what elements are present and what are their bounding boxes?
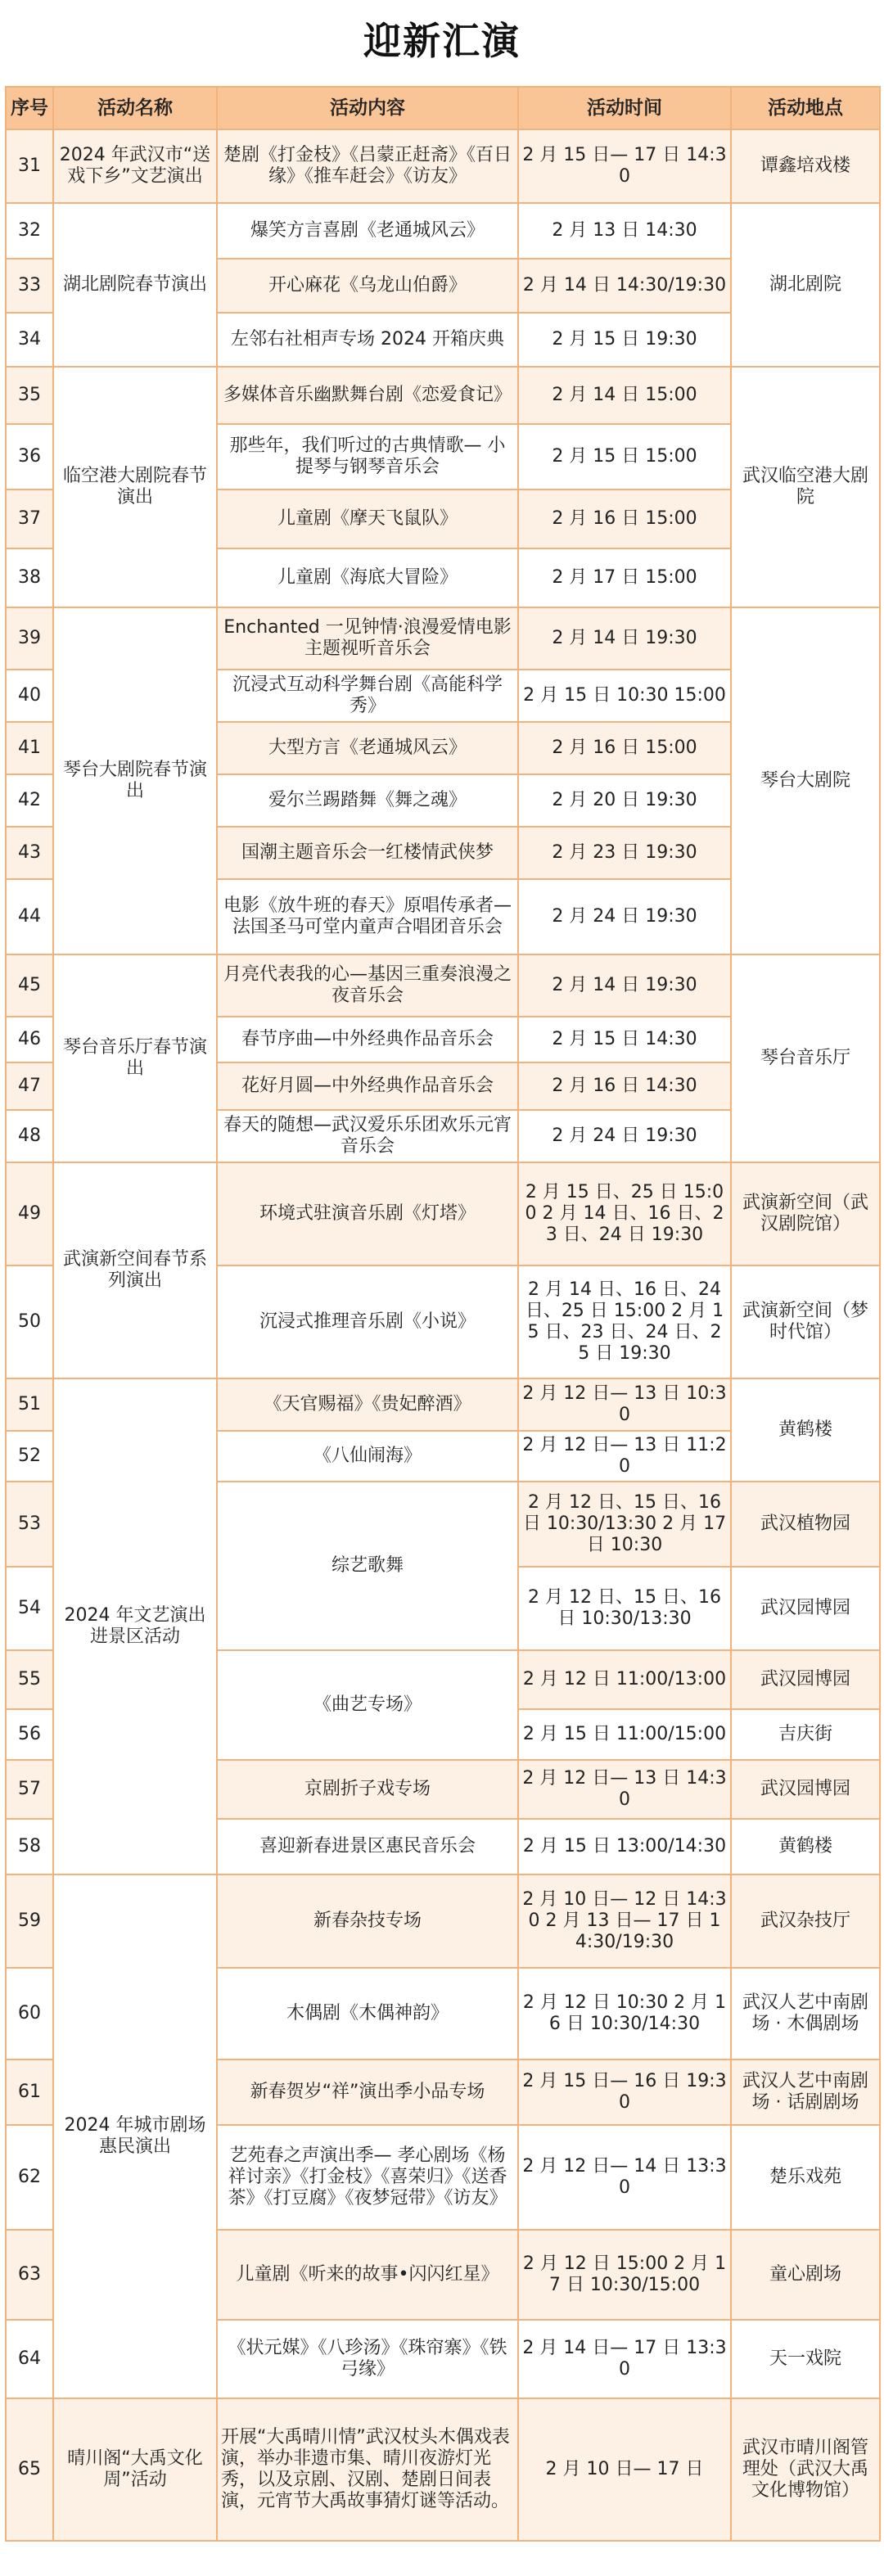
activity-content: 爆笑方言喜剧《老通城风云》	[217, 203, 518, 259]
table-row	[6, 1378, 880, 1431]
activity-venue: 天一戏院	[731, 2320, 880, 2398]
activity-content: 儿童剧《海底大冒险》	[217, 548, 518, 607]
row-number: 57	[6, 1760, 53, 1819]
activity-venue: 黄鹤楼	[731, 1378, 880, 1482]
row-number: 48	[6, 1110, 53, 1162]
activity-time: 2 月 16 日 15:00	[518, 489, 731, 548]
activity-content: 爱尔兰踢踏舞《舞之魂》	[217, 774, 518, 827]
activity-time: 2 月 14 日、16 日、24 日、25 日 15:00 2 月 15 日、23 日、24 日、25 日 19:30	[518, 1265, 731, 1378]
activity-time: 2 月 14 日 15:00	[518, 367, 731, 424]
table-row	[6, 607, 880, 670]
activity-venue: 武演新空间（梦时代馆）	[731, 1265, 880, 1378]
activity-content: 开心麻花《乌龙山伯爵》	[217, 259, 518, 313]
row-number: 32	[6, 203, 53, 259]
activity-venue: 武汉杂技厅	[731, 1874, 880, 1968]
activity-content: 儿童剧《摩天飞鼠队》	[217, 489, 518, 548]
activity-time: 2 月 10 日— 17 日	[518, 2398, 731, 2541]
activity-content: 喜迎新春进景区惠民音乐会	[217, 1819, 518, 1874]
activity-time: 2 月 14 日 14:30/19:30	[518, 259, 731, 313]
row-number: 41	[6, 722, 53, 774]
activity-venue: 武汉园博园	[731, 1650, 880, 1709]
row-number: 61	[6, 2059, 53, 2125]
activity-content: 沉浸式推理音乐剧《小说》	[217, 1265, 518, 1378]
row-number: 50	[6, 1265, 53, 1378]
activity-name: 临空港大剧院春节演出	[53, 367, 217, 607]
activity-time: 2 月 16 日 14:30	[518, 1062, 731, 1110]
activity-venue: 武汉临空港大剧院	[731, 367, 880, 607]
row-number: 36	[6, 424, 53, 489]
activity-content: 国潮主题音乐会一红楼情武侠梦	[217, 827, 518, 879]
activity-time: 2 月 13 日 14:30	[518, 203, 731, 259]
activity-content: 《八仙闹海》	[217, 1431, 518, 1482]
activity-venue: 武汉市晴川阁管理处（武汉大禹文化博物馆）	[731, 2398, 880, 2541]
activity-content: 综艺歌舞	[217, 1482, 518, 1650]
table-row	[6, 954, 880, 1017]
row-number: 64	[6, 2320, 53, 2398]
header-activity-name: 活动名称	[53, 87, 217, 129]
table-row	[6, 203, 880, 259]
activity-time: 2 月 12 日 11:00/13:00	[518, 1650, 731, 1709]
activity-content: 花好月圆—中外经典作品音乐会	[217, 1062, 518, 1110]
activity-content: 那些年，我们听过的古典情歌— 小提琴与钢琴音乐会	[217, 424, 518, 489]
row-number: 62	[6, 2125, 53, 2230]
row-number: 60	[6, 1968, 53, 2059]
activity-venue: 琴台音乐厅	[731, 954, 880, 1162]
row-number: 42	[6, 774, 53, 827]
activity-time: 2 月 23 日 19:30	[518, 827, 731, 879]
activity-time: 2 月 12 日、15 日、16 日 10:30/13:30	[518, 1567, 731, 1650]
activity-content: 《曲艺专场》	[217, 1650, 518, 1760]
activity-time: 2 月 15 日 10:30 15:00	[518, 670, 731, 722]
activity-time: 2 月 15 日 13:00/14:30	[518, 1819, 731, 1874]
activity-name: 晴川阁“大禹文化周”活动	[53, 2398, 217, 2541]
activity-venue: 武汉园博园	[731, 1760, 880, 1819]
activity-content: 木偶剧《木偶神韵》	[217, 1968, 518, 2059]
row-number: 31	[6, 129, 53, 203]
activity-content: 左邻右社相声专场 2024 开箱庆典	[217, 313, 518, 367]
activity-content: 新春贺岁“祥”演出季小品专场	[217, 2059, 518, 2125]
row-number: 43	[6, 827, 53, 879]
activity-venue: 武汉人艺中南剧场 · 话剧剧场	[731, 2059, 880, 2125]
page-title: 迎新汇演	[363, 19, 521, 63]
row-number: 46	[6, 1017, 53, 1062]
row-number: 59	[6, 1874, 53, 1968]
activity-content: 大型方言《老通城风云》	[217, 722, 518, 774]
activity-time: 2 月 14 日 19:30	[518, 607, 731, 670]
row-number: 52	[6, 1431, 53, 1482]
header-activity-venue: 活动地点	[731, 87, 880, 129]
activity-time: 2 月 15 日 14:30	[518, 1017, 731, 1062]
activity-time: 2 月 15 日— 17 日 14:30	[518, 129, 731, 203]
row-number: 39	[6, 607, 53, 670]
row-number: 33	[6, 259, 53, 313]
activity-content: 春节序曲—中外经典作品音乐会	[217, 1017, 518, 1062]
activity-time: 2 月 20 日 19:30	[518, 774, 731, 827]
activity-name: 琴台音乐厅春节演出	[53, 954, 217, 1162]
activity-venue: 武汉植物园	[731, 1482, 880, 1567]
activity-content: 《状元媒》《八珍汤》《珠帘寨》《铁弓缘》	[217, 2320, 518, 2398]
activity-venue: 武汉人艺中南剧场 · 木偶剧场	[731, 1968, 880, 2059]
activity-content: 开展“大禹晴川情”武汉杖头木偶戏表演，举办非遗市集、晴川夜游灯光秀，以及京剧、汉剧、楚剧日间表演，元宵节大禹故事猜灯谜等活动。	[217, 2398, 518, 2541]
activity-time: 2 月 15 日— 16 日 19:30	[518, 2059, 731, 2125]
table-header-row	[6, 87, 880, 129]
activity-venue: 琴台大剧院	[731, 607, 880, 954]
activity-content: 儿童剧《听来的故事•闪闪红星》	[217, 2230, 518, 2320]
activity-time: 2 月 12 日— 13 日 10:30	[518, 1378, 731, 1431]
row-number: 58	[6, 1819, 53, 1874]
header-activity-time: 活动时间	[518, 87, 731, 129]
activity-name: 2024 年文艺演出进景区活动	[53, 1378, 217, 1874]
row-number: 47	[6, 1062, 53, 1110]
activity-time: 2 月 12 日 15:00 2 月 17 日 10:30/15:00	[518, 2230, 731, 2320]
row-number: 35	[6, 367, 53, 424]
activity-venue: 黄鹤楼	[731, 1819, 880, 1874]
activity-venue: 谭鑫培戏楼	[731, 129, 880, 203]
activity-time: 2 月 15 日、25 日 15:00 2 月 14 日、16 日、23 日、24 日 19:30	[518, 1162, 731, 1265]
activity-time: 2 月 14 日— 17 日 13:30	[518, 2320, 731, 2398]
activity-time: 2 月 12 日、15 日、16 日 10:30/13:30 2 月 17 日 10:30	[518, 1482, 731, 1567]
activity-venue: 楚乐戏苑	[731, 2125, 880, 2230]
activity-time: 2 月 12 日— 13 日 14:30	[518, 1760, 731, 1819]
activity-time: 2 月 12 日 10:30 2 月 16 日 10:30/14:30	[518, 1968, 731, 2059]
activity-name: 武演新空间春节系列演出	[53, 1162, 217, 1378]
activity-content: 新春杂技专场	[217, 1874, 518, 1968]
activity-content: 沉浸式互动科学舞台剧《高能科学秀》	[217, 670, 518, 722]
row-number: 55	[6, 1650, 53, 1709]
activity-time: 2 月 16 日 15:00	[518, 722, 731, 774]
activity-content: Enchanted 一见钟情·浪漫爱情电影主题视听音乐会	[217, 607, 518, 670]
row-number: 63	[6, 2230, 53, 2320]
activity-content: 楚剧《打金枝》《吕蒙正赶斋》《百日缘》《推车赶会》《访友》	[217, 129, 518, 203]
table-row	[6, 1874, 880, 1968]
activity-venue: 吉庆街	[731, 1709, 880, 1760]
activity-time: 2 月 15 日 15:00	[518, 424, 731, 489]
header-number: 序号	[6, 87, 53, 129]
row-number: 51	[6, 1378, 53, 1431]
activity-time: 2 月 15 日 19:30	[518, 313, 731, 367]
activity-venue: 湖北剧院	[731, 203, 880, 367]
activity-time: 2 月 14 日 19:30	[518, 954, 731, 1017]
activity-content: 艺苑春之声演出季— 孝心剧场《杨祥讨亲》《打金枝》《喜荣归》《送香茶》《打豆腐》《夜梦冠带》《访友》	[217, 2125, 518, 2230]
row-number: 38	[6, 548, 53, 607]
header-activity-content: 活动内容	[217, 87, 518, 129]
row-number: 54	[6, 1567, 53, 1650]
activity-content: 多媒体音乐幽默舞台剧《恋爱食记》	[217, 367, 518, 424]
activity-time: 2 月 10 日— 12 日 14:30 2 月 13 日— 17 日 14:30/19:30	[518, 1874, 731, 1968]
row-number: 37	[6, 489, 53, 548]
row-number: 49	[6, 1162, 53, 1265]
table-row	[6, 367, 880, 424]
activity-time: 2 月 24 日 19:30	[518, 879, 731, 954]
table-row	[6, 1162, 880, 1265]
activity-content: 环境式驻演音乐剧《灯塔》	[217, 1162, 518, 1265]
activity-time: 2 月 12 日— 14 日 13:30	[518, 2125, 731, 2230]
activity-time: 2 月 17 日 15:00	[518, 548, 731, 607]
row-number: 53	[6, 1482, 53, 1567]
activity-time: 2 月 12 日— 13 日 11:20	[518, 1431, 731, 1482]
activity-venue: 武汉园博园	[731, 1567, 880, 1650]
activity-content: 电影《放牛班的春天》原唱传承者—法国圣马可堂内童声合唱团音乐会	[217, 879, 518, 954]
row-number: 45	[6, 954, 53, 1017]
activity-time: 2 月 24 日 19:30	[518, 1110, 731, 1162]
table-row	[6, 2398, 880, 2541]
activity-name: 湖北剧院春节演出	[53, 203, 217, 367]
activity-name: 2024 年城市剧场惠民演出	[53, 1874, 217, 2398]
row-number: 65	[6, 2398, 53, 2541]
table-row	[6, 129, 880, 203]
activity-content: 月亮代表我的心—基因三重奏浪漫之夜音乐会	[217, 954, 518, 1017]
row-number: 56	[6, 1709, 53, 1760]
activity-time: 2 月 15 日 11:00/15:00	[518, 1709, 731, 1760]
activity-content: 京剧折子戏专场	[217, 1760, 518, 1819]
schedule-table	[5, 86, 881, 2542]
row-number: 34	[6, 313, 53, 367]
activity-content: 春天的随想—武汉爱乐乐团欢乐元宵音乐会	[217, 1110, 518, 1162]
row-number: 44	[6, 879, 53, 954]
row-number: 40	[6, 670, 53, 722]
activity-name: 琴台大剧院春节演出	[53, 607, 217, 954]
activity-content: 《天官赐福》《贵妃醉酒》	[217, 1378, 518, 1431]
activity-name: 2024 年武汉市“送戏下乡”文艺演出	[53, 129, 217, 203]
activity-venue: 童心剧场	[731, 2230, 880, 2320]
activity-venue: 武演新空间（武汉剧院馆）	[731, 1162, 880, 1265]
